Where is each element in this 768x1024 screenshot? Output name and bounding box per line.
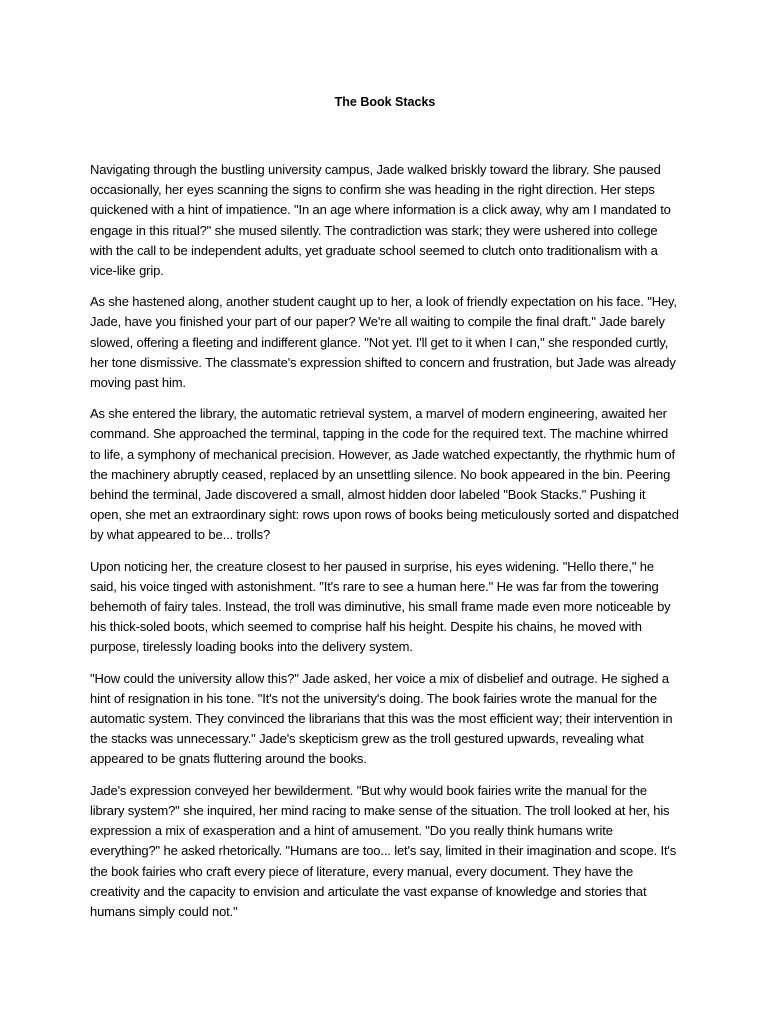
paragraph-3: As she entered the library, the automatic retrieval system, a marvel of modern engineering, awaited her command. She approached the terminal, tapping in the code for the required text. The machine whirred to life, a symphony of mechanical precision. However, as Jade watched expectantly, the rhythmic hum of the machinery abruptly ceased, replaced by an unsettling silence. No book appeared in the bin. Peering behind the terminal, Jade discovered a small, almost hidden door labeled "Book Stacks." Pushing it open, she met an extraordinary sight: rows upon rows of books being meticulously sorted and dispatched by what appeared to be... trolls? (90, 406, 679, 543)
document-title: The Book Stacks (334, 95, 436, 109)
paragraph-1: Navigating through the bustling university campus, Jade walked briskly toward the library. She paused occasionally, her eyes scanning the signs to confirm she was heading in the right direction. Her steps quickened with a hint of impatience. "In an age where information is a click away, why am I mandated to engage in this ritual?" she mused silently. The contradiction was stark; they were ushered into college with the call to be independent adults, yet graduate school seemed to clutch onto traditionalism with a vice-like grip. (90, 162, 671, 279)
paragraph-2: As she hastened along, another student caught up to her, a look of friendly expectation on his face. "Hey, Jade, have you finished your part of our paper? We're all waiting to compile the final draft." Jade barely slowed, offering a fleeting and indifferent glance. "Not yet. I'll get to it when I can," she responded curtly, her tone dismissive. The classmate's expression shifted to concern and frustration, but Jade was already moving past him. (90, 294, 677, 391)
document-page (90, 92, 680, 933)
paragraph-5: "How could the university allow this?" Jade asked, her voice a mix of disbelief and outrage. He sighed a hint of resignation in his tone. "It's not the university's doing. The book fairies wrote the manual for the automatic system. They convinced the librarians that this was the most efficient way; their intervention in the stacks was unnecessary." Jade's skepticism grew as the troll gestured upwards, revealing what appeared to be gnats fluttering around the books. (90, 670, 673, 767)
paragraph-6: Jade's expression conveyed her bewilderment. "But why would book fairies write the manual for the library system?" she inquired, her mind racing to make sense of the situation. The troll looked at her, his expression a mix of exasperation and a hint of amusement. "Do you really think humans write everything?" he asked rhetorically. "Humans are too... let's say, limited in their imagination and scope. It's the book fairies who craft every piece of literature, every manual, every document. They have the creativity and the capacity to envision and articulate the vast expanse of knowledge and stories that humans simply could not." (90, 782, 677, 919)
paragraph-4: Upon noticing her, the creature closest to her paused in surprise, his eyes widening. "Hello there," he said, his voice tinged with astonishment. "It's rare to see a human here." He was far from the towering behemoth of fairy tales. Instead, the troll was diminutive, his small frame made even more noticeable by his thick-soled boots, which seemed to comprise half his height. Despite his chains, he moved with purpose, tirelessly loading books into the delivery system. (90, 558, 671, 655)
